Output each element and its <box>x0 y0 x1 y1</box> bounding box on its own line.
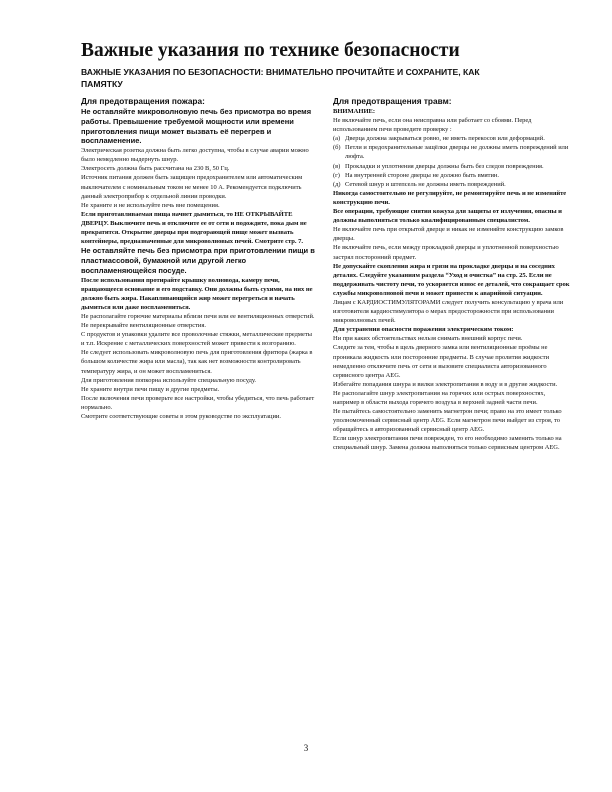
check-item <box>333 143 570 161</box>
check-item-mark: (г) <box>333 171 340 179</box>
right-column <box>333 96 570 453</box>
paragraph: Не располагайте горючие материалы вблизи печи или ее вентиляционных отверстий. Не перекрывайте вентиляционные отверстия. <box>81 312 315 330</box>
paragraph: С продуктов и упаковки удалите все проволочные стяжки, металлические предметы и т.п. Искрение с металлических поверхностей может привести к возгоранию. <box>81 331 312 348</box>
check-item <box>333 171 570 180</box>
paragraph: Не пытайтесь самостоятельно заменить магнетрон печи; право на это имеет только уполномоченный сервисный центр AEG. Если магнетрон печи выйдет из строя, то обращайтесь в авторизованный сервисный центр AEG. <box>333 408 562 434</box>
paragraph: Электросеть должна быть рассчитана на 230 В, 50 Гц. <box>81 165 230 173</box>
paragraph: После включения печи проверьте все настройки, чтобы убедиться, что печь работает нормально. <box>81 394 315 411</box>
cleaning-warning: После использования протирайте крышку волновода, камеру печи, вращающееся основание и его подставку. Они должны быть сухими, на них не должно быть жира. Накапливающийся жир может перегреться и начать дымиться или даже воспламениться. <box>81 276 313 311</box>
paragraph: Смотрите соответствующие советы в этом руководстве по эксплуатации. <box>81 413 281 421</box>
page-subtitle: ВАЖНЫЕ УКАЗАНИЯ ПО БЕЗОПАСНОСТИ: ВНИМАТЕЛЬНО ПРОЧИТАЙТЕ И СОХРАНИТЕ, КАК ПАМЯТКУ <box>81 67 480 89</box>
paragraph: Следите за тем, чтобы в щель дверного замка или вентиляционные проёмы не проникала жидкость или посторонние предметы. В случае пролития жидкости немедленно отключите печь от сети и вызовите специалиста авторизованного сервисного центра AEG. <box>333 344 550 379</box>
fire-warning-unattended: Не оставляйте микроволновую печь без присмотра во время работы. Превышение требуемой мощности или времени приготовления пищи может вызвать её перегрев и воспламенение. <box>81 107 312 146</box>
left-column <box>81 96 315 421</box>
paragraph: Не располагайте шнур электропитания на горячих или острых поверхностях, например в области выхода горячего воздуха в верхней задней части печи. <box>333 389 546 406</box>
check-item-text: Сетевой шнур и штепсель не должны иметь повреждений. <box>345 180 506 188</box>
paragraph: Избегайте попадания шнура и вилки электропитания в воду и в другие жидкости. <box>333 380 558 388</box>
paragraph: Лицам с КАРДИОСТИМУЛЯТОРАМИ следует получить консультацию у врача или изготовителя кардиостимулятора о мерах предосторожности при использовании микроволновых печей. <box>333 298 564 325</box>
grease-warning: Не допускайте скопления жира и грязи на прокладке дверцы и на соседних деталях. Следуйте указаниям раздела “Уход и очистка” на стр. 25. Если не поддерживать чистоту печи, то ускоряется износ ее деталей, что сокращает срок службы микроволновой печи и может привести к аварийной ситуации. <box>333 262 570 297</box>
warning-label: ВНИМАНИЕ: <box>333 108 376 115</box>
check-item <box>333 134 570 143</box>
check-item-mark: (д) <box>333 180 341 188</box>
check-item-text: На внутренней стороне дверцы не должно быть вмятин. <box>345 171 499 179</box>
paragraph: Не храните внутри печи пищу и другие предметы. <box>81 385 220 393</box>
paragraph: Не храните и не используйте печь вне помещения. <box>81 201 220 209</box>
paragraph: Ни при каких обстоятельствах нельзя снимать внешний корпус печи. <box>333 335 523 343</box>
electric-shock-heading: Для устранения опасности поражения электрическим током: <box>333 326 514 334</box>
injury-prevention-heading: Для предотвращения травм: <box>333 96 452 106</box>
no-repair-warning: Никогда самостоятельно не регулируйте, не ремонтируйте печь и не изменяйте конструкцию печи. <box>333 189 567 206</box>
check-item-text: Дверца должна закрываться ровно, не иметь перекосов или деформаций. <box>345 135 545 143</box>
check-item-mark: (а) <box>333 135 341 143</box>
paragraph: Не включайте печь, если она неисправна или работает со сбоями. Перед использованием печи проведите проверку : <box>333 117 532 134</box>
check-item <box>333 162 570 171</box>
fire-prevention-heading: Для предотвращения пожара: <box>81 96 205 106</box>
paragraph: Не следует использовать микроволновую печь для приготовления фритюра (жарка в большом количестве жира или масла), так как нет возможности контролировать температуру жира, и он может воспламениться. <box>81 349 313 375</box>
paragraph: Электрическая розетка должна быть легко доступна, чтобы в случае аварии можно было немедленно выдернуть шнур. <box>81 147 309 164</box>
page-title: Важные указания по технике безопасности <box>81 40 460 61</box>
check-item <box>333 180 570 189</box>
paragraph: Не включайте печь при открытой дверце и никак не изменяйте конструкцию замков дверцы. <box>333 226 564 243</box>
page-number: 3 <box>303 743 309 753</box>
cover-removal-warning: Все операции, требующие снятия кожуха для защиты от излучения, опасны и должны выполняться только квалифицированным специалистом. <box>333 208 562 225</box>
paragraph: Если шнур электропитания печи поврежден, то его необходимо заменить только на специальный шнур. Замена должна выполняться только сервисным центром AEG. <box>333 435 562 452</box>
paragraph: Источник питания должен быть защищен предохранителем или автоматическим выключателем с номинальным током не менее 10 А. Рекомендуется подключить данный электроприбор к отдельной линии проводки. <box>81 174 303 200</box>
paragraph: Для приготовления попкорна используйте специальную посуду. <box>81 376 257 384</box>
check-item-mark: (в) <box>333 162 341 170</box>
check-item-text: Прокладки и уплотнения дверцы должны быть без следов повреждения. <box>345 162 544 170</box>
paragraph: Не включайте печь, если между прокладкой дверцы и уплотненной поверхностью застрял посторонний предмет. <box>333 244 559 261</box>
flammable-container-warning: Не оставляйте печь без присмотра при приготовлении пищи в пластмассовой, бумажной или другой легко воспламеняющейся посуде. <box>81 246 315 275</box>
check-item-text: Петли и предохранительные защёлки дверцы не должны иметь повреждений или люфта. <box>345 144 569 161</box>
smoke-warning: Если приготавливаемая пища начнет дымиться, то НЕ ОТКРЫВАЙТЕ ДВЕРЦУ. Выключите печь и отключите ее от сети и подождите, пока дым не прекратится. Открытие дверцы при подгорающей пище может вызвать контейнеры, предназначенные для микроволновых печей. Смотрите стр. 7. <box>81 210 307 246</box>
check-item-mark: (б) <box>333 144 341 152</box>
